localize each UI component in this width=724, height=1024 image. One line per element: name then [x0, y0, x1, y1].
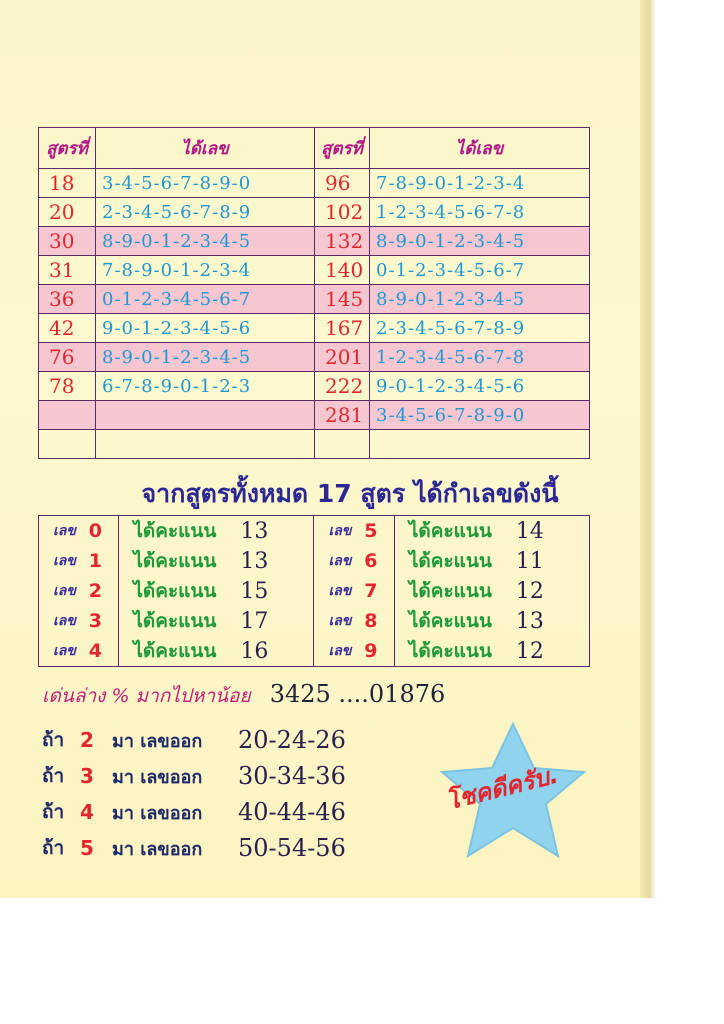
digit-sequence: 1-2-3-4-5-6-7-8	[370, 343, 590, 372]
points-value: 12	[515, 638, 544, 664]
score-table-body	[39, 516, 590, 667]
points-label: ได้คะแนน	[394, 516, 516, 547]
digit-sequence: 9-0-1-2-3-4-5-6	[96, 314, 315, 343]
digit-label: เลข	[53, 613, 76, 629]
digit-sequence	[96, 401, 315, 430]
digit-sequence: 7-8-9-0-1-2-3-4	[96, 256, 315, 285]
points-label: ได้คะแนน	[119, 546, 241, 576]
points-label: ได้คะแนน	[119, 606, 241, 636]
table-row	[39, 401, 590, 430]
points-value: 11	[515, 548, 544, 574]
digit-label: เลข	[53, 553, 76, 569]
formula-number: 96	[315, 169, 370, 198]
formula-table	[38, 127, 590, 459]
rules-list	[42, 722, 346, 866]
rule-text: มา เลขออก	[112, 802, 203, 824]
digit-label: เลข	[314, 606, 364, 636]
digit-sequence: 9-0-1-2-3-4-5-6	[370, 372, 590, 401]
formula-number	[39, 430, 96, 459]
formula-number: 132	[315, 227, 370, 256]
summary-heading: จากสูตรทั้งหมด 17 สูตร ได้กำเลขดังนี้	[141, 479, 559, 508]
good-luck-text: โชคดีครับ.	[443, 760, 561, 816]
rule-text: มา เลขออก	[112, 766, 203, 788]
score-row	[39, 546, 590, 576]
popular-value: 3425 ....01876	[269, 680, 446, 708]
digit-sequence: 2-3-4-5-6-7-8-9	[370, 314, 590, 343]
formula-number: 102	[315, 198, 370, 227]
digit-value: 5	[364, 520, 378, 542]
digit-sequence: 7-8-9-0-1-2-3-4	[370, 169, 590, 198]
digit-sequence	[96, 430, 315, 459]
formula-number: 222	[315, 372, 370, 401]
rule-if-word: ถ้า	[42, 837, 65, 859]
score-row	[39, 636, 590, 667]
formula-number	[315, 430, 370, 459]
rule-if-word: ถ้า	[42, 801, 65, 823]
points-value: 14	[515, 518, 544, 544]
points-label: ได้คะแนน	[394, 636, 516, 667]
formula-number: 145	[315, 285, 370, 314]
points-value: 12	[515, 578, 544, 604]
rule-result: 40-44-46	[238, 798, 346, 826]
digit-value: 4	[88, 640, 102, 662]
formula-number: 20	[39, 198, 96, 227]
table-row	[39, 372, 590, 401]
table-row	[39, 430, 590, 459]
rule-result: 30-34-36	[238, 762, 346, 790]
digit-sequence: 8-9-0-1-2-3-4-5	[370, 227, 590, 256]
digit-label: เลข	[314, 516, 364, 547]
rule-digit: 4	[80, 800, 94, 824]
digit-value: 8	[364, 610, 378, 632]
score-row	[39, 516, 590, 547]
rule-row	[42, 794, 346, 830]
points-label: ได้คะแนน	[119, 636, 241, 667]
digit-label: เลข	[53, 523, 76, 539]
points-value: 13	[240, 518, 269, 544]
table-row	[39, 256, 590, 285]
table-row	[39, 314, 590, 343]
digit-sequence: 8-9-0-1-2-3-4-5	[96, 227, 315, 256]
formula-number: 31	[39, 256, 96, 285]
table-row	[39, 227, 590, 256]
formula-number: 78	[39, 372, 96, 401]
digit-value: 0	[88, 520, 102, 542]
rule-digit: 2	[80, 728, 94, 752]
formula-number: 42	[39, 314, 96, 343]
points-label: ได้คะแนน	[394, 576, 516, 606]
formula-table-body	[39, 169, 590, 459]
digit-label: เลข	[314, 546, 364, 576]
points-label: ได้คะแนน	[394, 606, 516, 636]
digit-value: 9	[364, 640, 378, 662]
formula-number: 281	[315, 401, 370, 430]
points-value: 15	[240, 578, 269, 604]
rule-row	[42, 722, 346, 758]
digit-sequence: 8-9-0-1-2-3-4-5	[370, 285, 590, 314]
rule-result: 20-24-26	[238, 726, 346, 754]
popular-digits	[42, 680, 445, 711]
rule-digit: 5	[80, 836, 94, 860]
rule-if-word: ถ้า	[42, 765, 65, 787]
table-row	[39, 343, 590, 372]
digit-sequence: 1-2-3-4-5-6-7-8	[370, 198, 590, 227]
digit-sequence: 2-3-4-5-6-7-8-9	[96, 198, 315, 227]
digit-sequence: 3-4-5-6-7-8-9-0	[96, 169, 315, 198]
formula-number: 201	[315, 343, 370, 372]
rule-text: มา เลขออก	[112, 730, 203, 752]
score-row	[39, 576, 590, 606]
popular-label: เด่นล่าง % มากไปหาน้อย	[42, 685, 251, 707]
digit-sequence	[370, 430, 590, 459]
digit-sequence: 6-7-8-9-0-1-2-3	[96, 372, 315, 401]
digit-value: 3	[88, 610, 102, 632]
digit-value: 6	[364, 550, 378, 572]
header-digits-right: ได้เลข	[370, 128, 590, 169]
formula-number: 167	[315, 314, 370, 343]
rule-row	[42, 758, 346, 794]
digit-value: 1	[88, 550, 102, 572]
points-value: 13	[515, 608, 544, 634]
formula-number: 18	[39, 169, 96, 198]
formula-number: 36	[39, 285, 96, 314]
rule-result: 50-54-56	[238, 834, 346, 862]
score-row	[39, 606, 590, 636]
table-row	[39, 285, 590, 314]
formula-number: 30	[39, 227, 96, 256]
points-value: 17	[240, 608, 269, 634]
table-row	[39, 169, 590, 198]
digit-label: เลข	[53, 583, 76, 599]
header-formula-left: สูตรที่	[39, 128, 96, 169]
rule-if-word: ถ้า	[42, 729, 65, 751]
formula-table-header	[39, 128, 590, 169]
digit-sequence: 8-9-0-1-2-3-4-5	[96, 343, 315, 372]
points-label: ได้คะแนน	[119, 576, 241, 606]
page-edge	[640, 0, 656, 898]
formula-number: 140	[315, 256, 370, 285]
digit-value: 7	[364, 580, 378, 602]
header-digits-left: ได้เลข	[96, 128, 315, 169]
formula-number: 76	[39, 343, 96, 372]
rule-text: มา เลขออก	[112, 838, 203, 860]
points-value: 13	[240, 548, 269, 574]
score-table	[38, 515, 590, 667]
points-value: 16	[240, 638, 269, 664]
points-label: ได้คะแนน	[119, 516, 241, 547]
digit-label: เลข	[314, 636, 364, 667]
header-formula-right: สูตรที่	[315, 128, 370, 169]
points-label: ได้คะแนน	[394, 546, 516, 576]
formula-number	[39, 401, 96, 430]
digit-sequence: 0-1-2-3-4-5-6-7	[96, 285, 315, 314]
table-row	[39, 198, 590, 227]
digit-label: เลข	[53, 643, 76, 659]
digit-label: เลข	[314, 576, 364, 606]
digit-value: 2	[88, 580, 102, 602]
digit-sequence: 3-4-5-6-7-8-9-0	[370, 401, 590, 430]
rule-digit: 3	[80, 764, 94, 788]
digit-sequence: 0-1-2-3-4-5-6-7	[370, 256, 590, 285]
rule-row	[42, 830, 346, 866]
